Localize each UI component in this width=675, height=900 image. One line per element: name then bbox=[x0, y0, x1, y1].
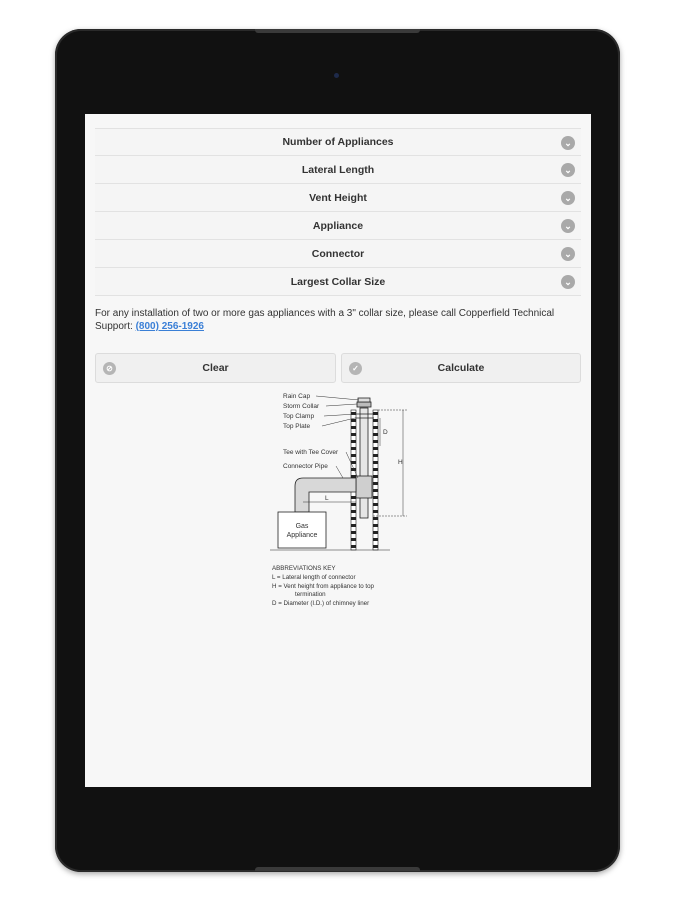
chimney-liner bbox=[355, 398, 374, 518]
accordion-label: Number of Appliances bbox=[282, 136, 394, 148]
key-d: D = Diameter (I.D.) of chimney liner bbox=[272, 600, 370, 607]
gas-appliance-box bbox=[278, 512, 326, 548]
app-screen bbox=[85, 114, 591, 787]
accordion-connector[interactable] bbox=[95, 240, 581, 268]
chevron-down-icon: ⌄ bbox=[561, 136, 575, 150]
chevron-down-icon: ⌄ bbox=[561, 275, 575, 289]
calculate-button-label: Calculate bbox=[437, 362, 485, 374]
clear-button-label: Clear bbox=[202, 362, 229, 374]
key-l: L = Lateral length of connector bbox=[272, 574, 356, 581]
accordion-lateral-length[interactable] bbox=[95, 156, 581, 184]
chevron-down-icon: ⌄ bbox=[561, 191, 575, 205]
tablet-bottom-edge bbox=[255, 867, 420, 871]
accordion-label: Largest Collar Size bbox=[290, 275, 386, 288]
input-accordion bbox=[95, 128, 581, 296]
tablet-top-edge bbox=[255, 29, 420, 33]
gas-label: Gas bbox=[295, 523, 309, 530]
clear-button[interactable] bbox=[95, 353, 336, 383]
accordion-appliance[interactable] bbox=[95, 212, 581, 240]
key-h: H = Vent height from appliance to top bbox=[272, 583, 374, 590]
tee-label: Tee with Tee Cover bbox=[283, 449, 339, 456]
rain-cap-label: Rain Cap bbox=[283, 393, 311, 400]
top-clamp-label: Top Clamp bbox=[283, 413, 315, 420]
check-icon: ✓ bbox=[349, 362, 362, 375]
accordion-label: Appliance bbox=[312, 219, 364, 232]
accordion-vent-height[interactable] bbox=[95, 184, 581, 212]
calculate-button[interactable] bbox=[341, 353, 581, 383]
support-note bbox=[95, 307, 581, 333]
support-note-text: For any installation of two or more gas appliances with a 3" collar size, please call Copperfield Technical Support: bbox=[95, 308, 555, 332]
chevron-down-icon: ⌄ bbox=[561, 219, 575, 233]
connector-pipe-label: Connector Pipe bbox=[283, 463, 328, 470]
vent-installation-diagram bbox=[255, 388, 425, 613]
dimension-h-label: H bbox=[398, 459, 403, 466]
dimension-d-label: D bbox=[383, 429, 388, 436]
top-plate-label: Top Plate bbox=[283, 423, 311, 430]
key-h-cont: termination bbox=[295, 591, 326, 598]
dimension-l-label: L bbox=[325, 495, 329, 502]
accordion-label: Vent Height bbox=[309, 191, 367, 204]
support-phone-link[interactable]: (800) 256-1926 bbox=[135, 321, 204, 332]
accordion-label: Lateral Length bbox=[301, 163, 375, 176]
chevron-down-icon: ⌄ bbox=[561, 163, 575, 177]
accordion-number-of-appliances[interactable] bbox=[95, 128, 581, 156]
accordion-largest-collar-size[interactable] bbox=[95, 268, 581, 296]
accordion-label: Connector bbox=[311, 247, 365, 260]
abbreviations-key bbox=[272, 565, 375, 607]
chevron-down-icon: ⌄ bbox=[561, 247, 575, 261]
clear-icon: ⊘ bbox=[103, 362, 116, 375]
storm-collar-label: Storm Collar bbox=[283, 403, 320, 410]
front-camera bbox=[334, 73, 339, 78]
key-title: ABBREVIATIONS KEY bbox=[272, 565, 336, 572]
appliance-label: Appliance bbox=[286, 532, 318, 539]
